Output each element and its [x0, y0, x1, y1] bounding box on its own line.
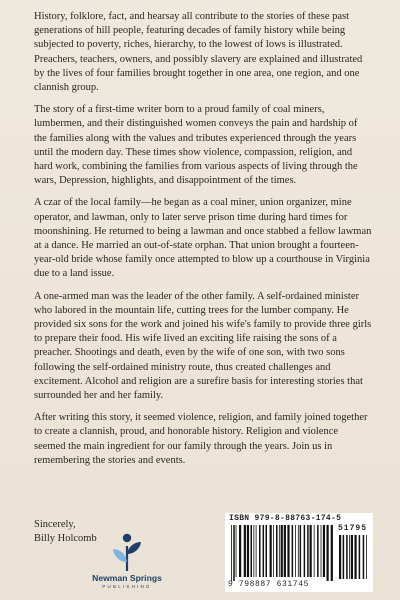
blurb-paragraph-3: A czar of the local family—he began as a coal miner, union organizer, mine operator, and lawman, only to later serve prison time during hard times for moonshining. He returned to being a lawman and once stabbed a fellow lawman at a dance. He married an out-of-state orphan. That union brought a fourteen-year-old bride whose family once attempted to blow up a courthouse in Virginia due to a land issue.: [34, 197, 372, 280]
publisher-name: Newman Springs: [92, 573, 162, 583]
addon-barcode-bars: [337, 535, 369, 579]
ean-barcode-bars: [229, 525, 333, 581]
signoff: [34, 518, 97, 546]
isbn-barcode: [225, 513, 373, 592]
addon-digits: 51795: [338, 524, 368, 533]
publisher-sub: PUBLISHING: [102, 584, 152, 589]
blurb-paragraph-5: After writing this story, it seemed violence, religion, and family joined together to create a clannish, proud, and honorable history. Religion and violence seemed the main ingredient for our family through the years. Join us in remembering the stories and events.: [34, 412, 368, 466]
blurb-paragraph-2: The story of a first-time writer born to a proud family of coal miners, lumbermen, and their distinguished women conveys the pain and hardship of the families along with the values and tributes experienced through the years until the modern day. These times show violence, compassion, religion, and hard work, combining the families from various aspects of living through the wars, Depression, highlights, and disappointment of the times.: [34, 104, 358, 187]
blurb-paragraph-1: History, folklore, fact, and hearsay all contribute to the stories of these past generations of hill people, featuring decades of family history while being subjected to poverty, riches, hierarchy, to the lowest of lows is illustrated. Preachers, teachers, owners, and possibly slavery are explained and illustrated by the lives of four families brought together in one area, one region, and one clannish group.: [34, 11, 363, 94]
publisher-logo: [92, 532, 162, 589]
signoff-author: Billy Holcomb: [34, 533, 97, 545]
ean-digits: 9 798887 631745: [228, 580, 310, 589]
signoff-closing: Sincerely,: [34, 519, 76, 530]
back-cover-blurb: [34, 10, 372, 476]
isbn-label: ISBN 979-8-88763-174-5: [229, 514, 342, 523]
sprout-icon: [110, 532, 144, 572]
blurb-paragraph-4: A one-armed man was the leader of the other family. A self-ordained minister who labored in the mountain life, cutting trees for the lumber company. He provided six sons for the work and joined his wife's family to provide three girls to prepare their food. His wife lived an exciting life raising the sons of a preacher. Shootings and death, even by the wife of one son, with two sons following the self-ordained ministry route, thus created challenges and excitement. Alcohol and religion are a surefire basis for interesting stories that surrounded her and her family.: [34, 290, 372, 402]
